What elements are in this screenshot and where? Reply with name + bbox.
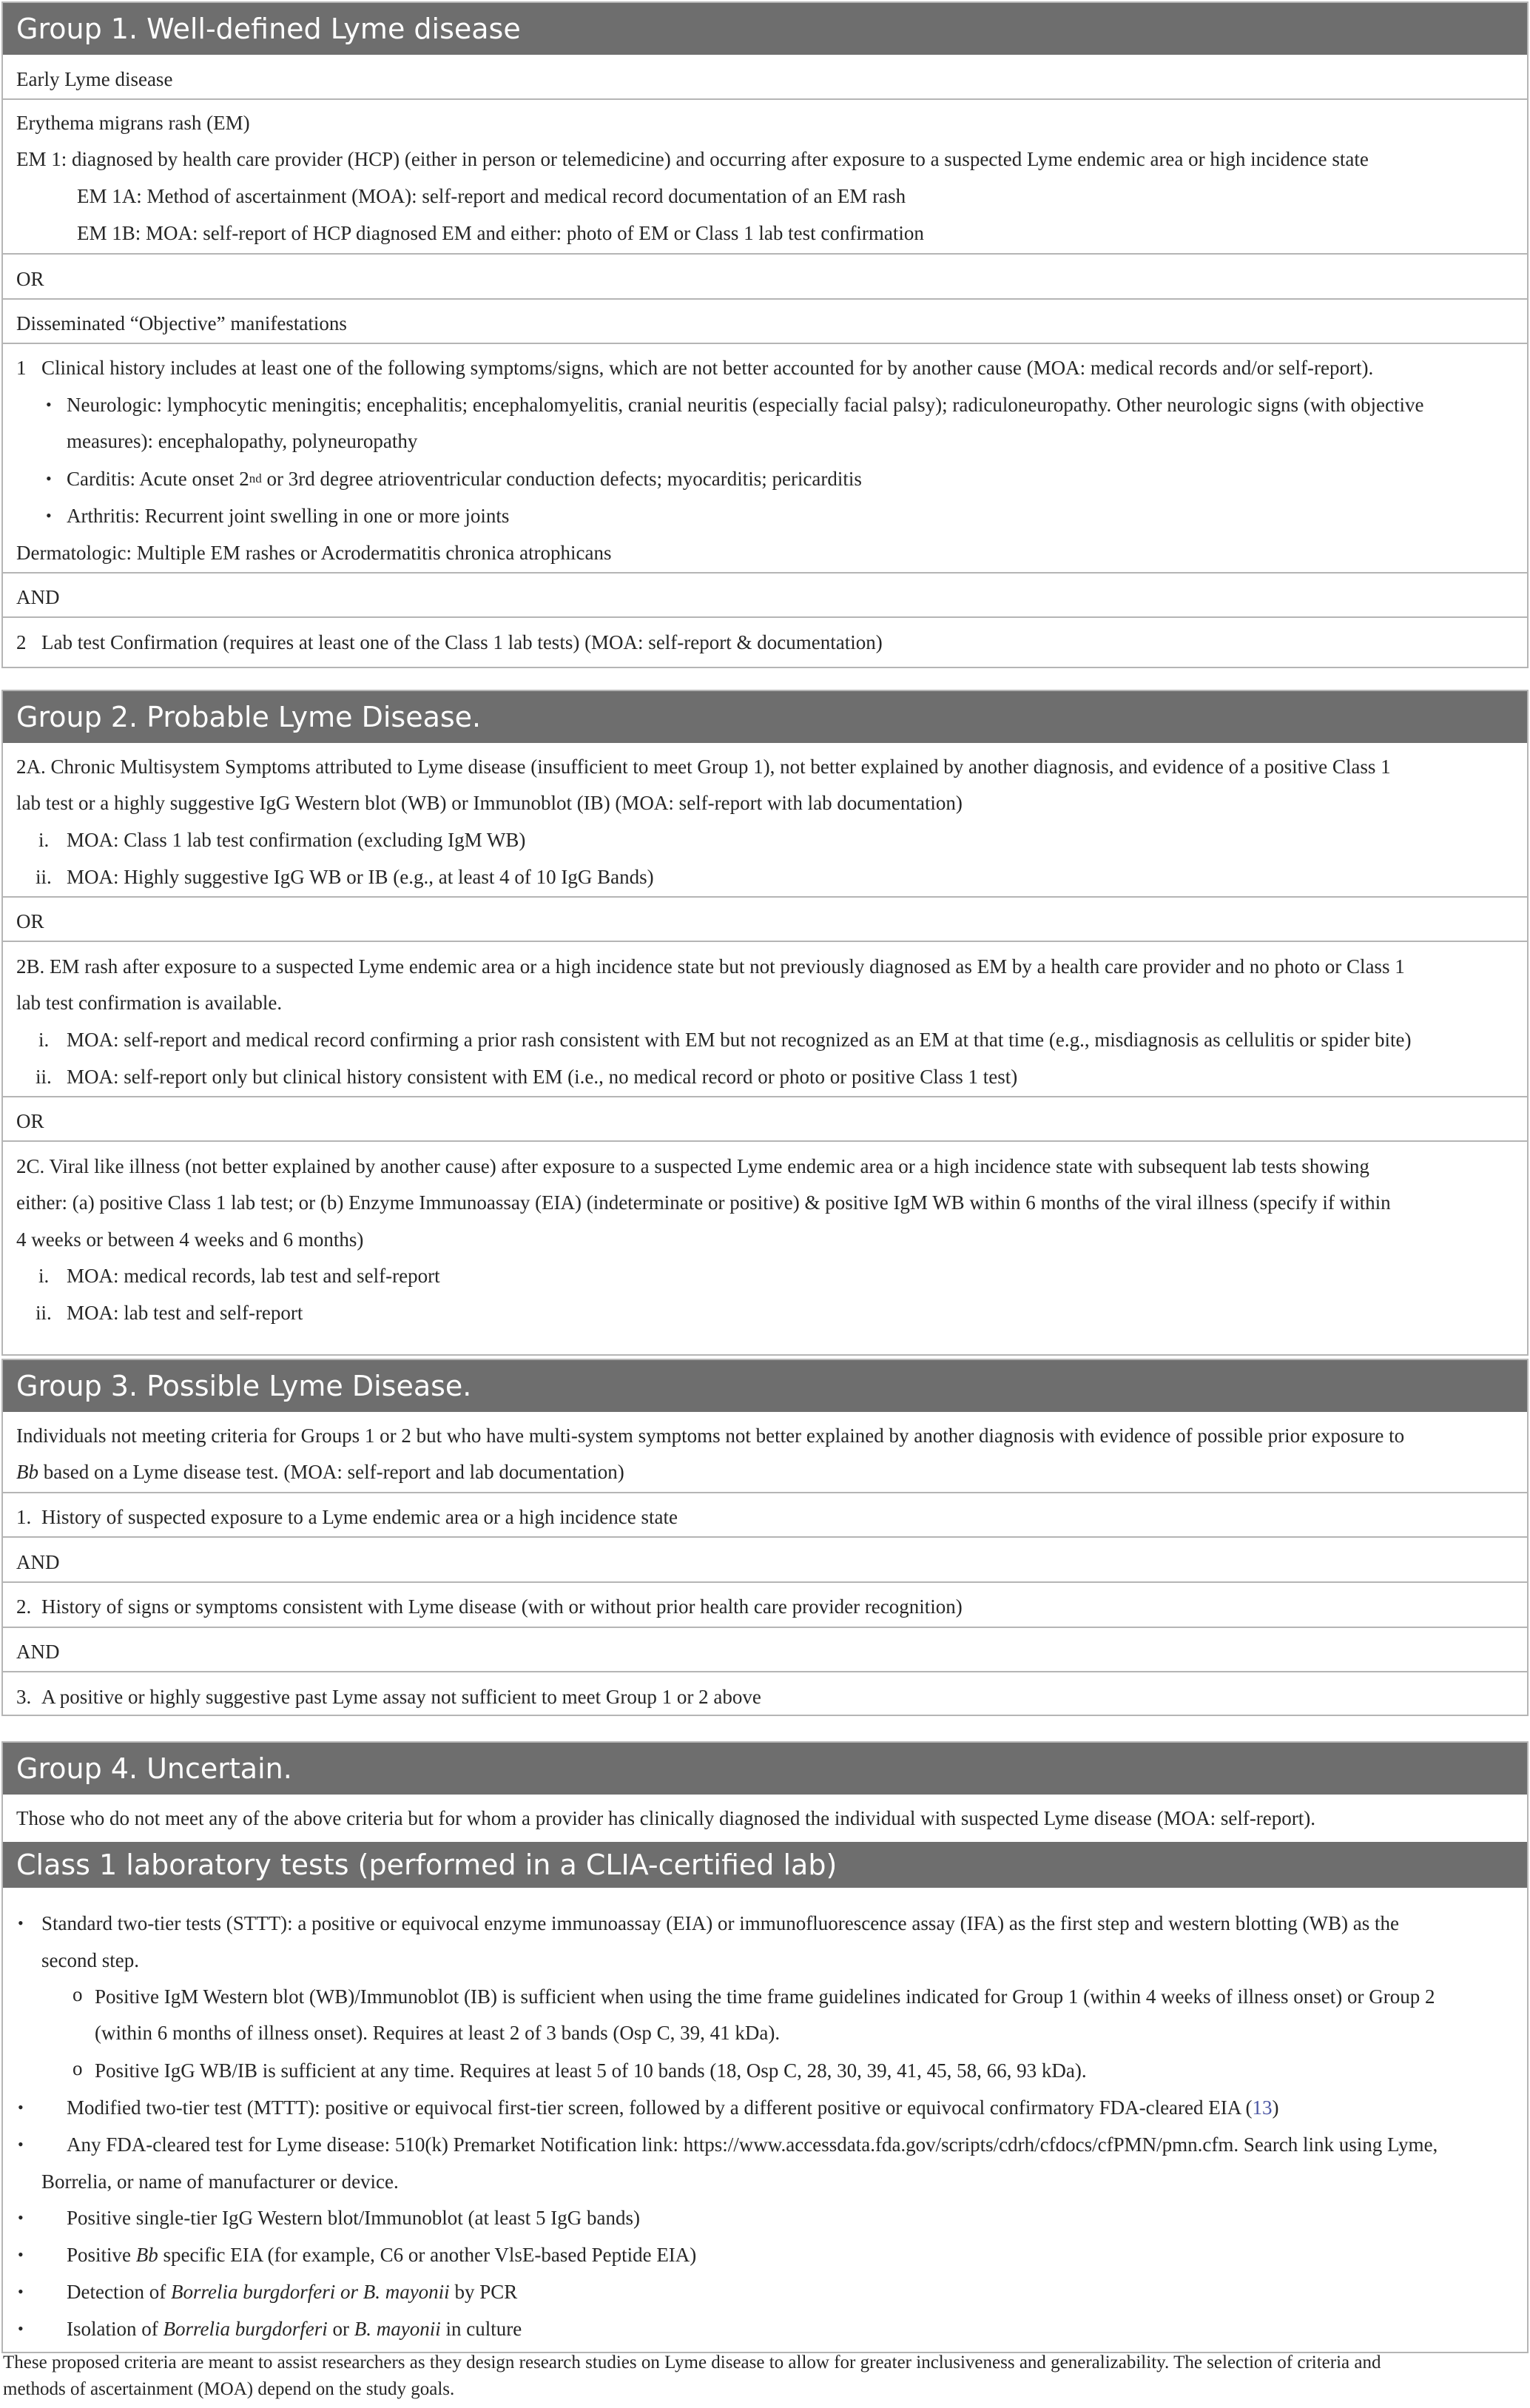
early-lyme-label: Early Lyme disease: [16, 68, 173, 90]
single-tier-text: Positive single-tier IgG Western blot/Immunoblot (at least 5 IgG bands): [67, 2207, 640, 2229]
igg-text: Positive IgG WB/IB is sufficient at any time. Requires at least 5 of 10 bands (18, Osp C, 28, 30, 39, 41, 45, 58, 66, 93 kDa).: [95, 2059, 1087, 2082]
criterion-number: 2.: [16, 1595, 32, 1618]
sttt-text: Standard two-tier tests (STTT): a positive or equivocal enzyme immunoassay (EIA) or immunofluorescence assay (IFA) as the first step and western blotting (WB) as the: [41, 1912, 1399, 1934]
group4-text: Those who do not meet any of the above criteria but for whom a provider has clinically diagnosed the individual with suspected Lyme disease (MOA: self-report).: [16, 1807, 1316, 1829]
divider: [3, 572, 1527, 574]
sub-bullet-icon: o: [73, 2057, 83, 2079]
group2a-text: 2A. Chronic Multisystem Symptoms attributed to Lyme disease (insufficient to meet Group 1), not better explained by another diagnosis, and evidence of a positive Class 1: [16, 756, 1391, 778]
or-label: OR: [16, 910, 44, 932]
bullet-icon: •: [46, 469, 52, 488]
group2b-moa-ii: MOA: self-report only but clinical history consistent with EM (i.e., no medical record or photo or positive Class 1 test): [67, 1066, 1018, 1088]
group2-header: Group 2. Probable Lyme Disease.: [3, 691, 1527, 743]
and-label: AND: [16, 1641, 60, 1663]
group2-table: [1, 690, 1529, 1356]
group2c-text-cont: 4 weeks or between 4 weeks and 6 months): [16, 1228, 364, 1251]
group1-table: [1, 1, 1529, 668]
group2b-text: 2B. EM rash after exposure to a suspected Lyme endemic area or a high incidence state but not previously diagnosed as EM by a health care provider and no photo or Class 1: [16, 955, 1405, 978]
divider: [3, 1096, 1527, 1097]
divider: [3, 98, 1527, 100]
em1-text: EM 1: diagnosed by health care provider (HCP) (either in person or telemedicine) and occurring after exposure to a suspected Lyme endemic area or high incidence state: [16, 148, 1369, 170]
divider: [3, 1536, 1527, 1538]
fda-test-text: Any FDA-cleared test for Lyme disease: 510(k) Premarket Notification link: https://www.accessdata.fda.gov/scripts/cdrh/cfdocs/cfPMN/pmn.cfm. Search link using Lyme,: [67, 2133, 1438, 2156]
neurologic-text: Neurologic: lymphocytic meningitis; encephalitis; encephalomyelitis, cranial neuritis (especially facial palsy); radiculoneuropathy. Other neurologic signs (with objective: [67, 394, 1424, 416]
group4-class1-table: [1, 1741, 1529, 2310]
bullet-icon: •: [18, 2319, 24, 2338]
group2c-text: 2C. Viral like illness (not better explained by another cause) after exposure to a suspected Lyme endemic area or a high incidence state with subsequent lab tests showing: [16, 1155, 1369, 1177]
bullet-icon: •: [18, 2135, 24, 2153]
culture-text: Isolation of Borrelia burgdorferi or B. mayonii in culture: [67, 2318, 522, 2340]
group3-intro: Individuals not meeting criteria for Groups 1 or 2 but who have multi-system symptoms not better explained by another diagnosis with evidence of possible prior exposure to: [16, 1425, 1405, 1447]
criterion-number: 2: [16, 631, 27, 653]
bullet-icon: •: [18, 2282, 24, 2301]
list-numeral: i.: [38, 829, 50, 851]
group2c-moa-i: MOA: medical records, lab test and self-report: [67, 1265, 440, 1287]
group1-header: Group 1. Well-defined Lyme disease: [3, 3, 1527, 55]
list-numeral: i.: [38, 1265, 50, 1287]
arthritis-text: Arthritis: Recurrent joint swelling in one or more joints: [67, 505, 510, 527]
list-numeral: ii.: [36, 866, 52, 888]
divider: [3, 298, 1527, 300]
group3-header: Group 3. Possible Lyme Disease.: [3, 1360, 1527, 1412]
divider: [3, 1671, 1527, 1672]
group3-table: [1, 1359, 1529, 1716]
fda-test-text-cont: Borrelia, or name of manufacturer or device.: [41, 2170, 399, 2193]
mttt-text: Modified two-tier test (MTTT): positive or equivocal first-tier screen, followed by a different positive or equivocal confirmatory FDA-cleared EIA (13): [67, 2096, 1279, 2119]
group4-header: Group 4. Uncertain.: [3, 1743, 1527, 1795]
bb-eia-text: Positive Bb specific EIA (for example, C6 or another VlsE-based Peptide EIA): [67, 2244, 697, 2266]
divider: [3, 616, 1527, 618]
carditis-text: Carditis: Acute onset 2nd or 3rd degree atrioventricular conduction defects; myocarditis; pericarditis: [67, 468, 862, 490]
neurologic-text-cont: measures): encephalopathy, polyneuropathy: [67, 430, 418, 452]
group2a-moa-i: MOA: Class 1 lab test confirmation (excluding IgM WB): [67, 829, 526, 851]
ordinal-superscript: nd: [249, 471, 262, 485]
divider: [3, 343, 1527, 344]
dermatologic-text: Dermatologic: Multiple EM rashes or Acrodermatitis chronica atrophicans: [16, 542, 612, 564]
assay-criterion: A positive or highly suggestive past Lyme assay not sufficient to meet Group 1 or 2 above: [41, 1686, 761, 1708]
exposure-criterion: History of suspected exposure to a Lyme endemic area or a high incidence state: [41, 1506, 678, 1528]
divider: [3, 1492, 1527, 1493]
or-label: OR: [16, 1110, 44, 1132]
bullet-icon: •: [18, 2245, 24, 2264]
group3-intro-cont: Bb based on a Lyme disease test. (MOA: self-report and lab documentation): [16, 1461, 624, 1483]
group2a-moa-ii: MOA: Highly suggestive IgG WB or IB (e.g., at least 4 of 10 IgG Bands): [67, 866, 654, 888]
group2c-text-cont: either: (a) positive Class 1 lab test; or (b) Enzyme Immunoassay (EIA) (indeterminate or positive) & positive IgM WB within 6 months of the viral illness (specify if within: [16, 1191, 1391, 1214]
disseminated-label: Disseminated “Objective” manifestations: [16, 312, 347, 334]
and-label: AND: [16, 586, 60, 608]
or-label: OR: [16, 268, 44, 290]
reference-link[interactable]: 13: [1252, 2096, 1273, 2119]
footnote-cont: methods of ascertainment (MOA) depend on the study goals.: [3, 2379, 455, 2399]
divider: [3, 896, 1527, 898]
clinical-history-text: Clinical history includes at least one of the following symptoms/signs, which are not better accounted for by another cause (MOA: medical records and/or self-report).: [41, 357, 1374, 379]
igm-text: Positive IgM Western blot (WB)/Immunoblot (IB) is sufficient when using the time frame guidelines indicated for Group 1 (within 4 weeks of illness onset) or Group 2: [95, 1985, 1435, 2008]
bullet-icon: •: [46, 506, 52, 525]
lab-confirmation-text: Lab test Confirmation (requires at least one of the Class 1 lab tests) (MOA: self-report & documentation): [41, 631, 883, 653]
symptoms-criterion: History of signs or symptoms consistent with Lyme disease (with or without prior health care provider recognition): [41, 1595, 963, 1618]
list-numeral: ii.: [36, 1066, 52, 1088]
class1-table-cont: [1, 2307, 1529, 2353]
criterion-number: 3.: [16, 1686, 32, 1708]
divider: [3, 1581, 1527, 1583]
and-label: AND: [16, 1551, 60, 1573]
group2b-moa-i: MOA: self-report and medical record confirming a prior rash consistent with EM but not recognized as an EM at that time (e.g., misdiagnosis as cellulitis or spider bite): [67, 1029, 1412, 1051]
pcr-text: Detection of Borrelia burgdorferi or B. mayonii by PCR: [67, 2281, 518, 2303]
list-numeral: i.: [38, 1029, 50, 1051]
footnote: These proposed criteria are meant to assist researchers as they design research studies on Lyme disease to allow for greater inclusiveness and generalizability. The selection of criteria and: [3, 2352, 1381, 2372]
criterion-number: 1: [16, 357, 27, 379]
em-title: Erythema migrans rash (EM): [16, 112, 250, 134]
divider: [3, 941, 1527, 942]
divider: [3, 253, 1527, 255]
divider: [3, 1627, 1527, 1628]
bullet-icon: •: [46, 395, 52, 414]
divider: [3, 1140, 1527, 1142]
em1a-text: EM 1A: Method of ascertainment (MOA): self-report and medical record documentation of an EM rash: [77, 185, 906, 207]
group2a-text-cont: lab test or a highly suggestive IgG Western blot (WB) or Immunoblot (IB) (MOA: self-report with lab documentation): [16, 792, 963, 814]
sttt-text-cont: second step.: [41, 1949, 139, 1971]
igm-text-cont: (within 6 months of illness onset). Requires at least 2 of 3 bands (Osp C, 39, 41 kDa).: [95, 2022, 781, 2044]
group2b-text-cont: lab test confirmation is available.: [16, 992, 283, 1014]
bullet-icon: •: [18, 1914, 24, 1932]
em1b-text: EM 1B: MOA: self-report of HCP diagnosed EM and either: photo of EM or Class 1 lab test confirmation: [77, 222, 924, 244]
list-numeral: ii.: [36, 1302, 52, 1324]
class1-header: Class 1 laboratory tests (performed in a CLIA-certified lab): [3, 1842, 1527, 1888]
bullet-icon: •: [18, 2208, 24, 2227]
bullet-icon: •: [18, 2098, 24, 2116]
group2c-moa-ii: MOA: lab test and self-report: [67, 1302, 303, 1324]
criterion-number: 1.: [16, 1506, 32, 1528]
sub-bullet-icon: o: [73, 1983, 83, 2005]
